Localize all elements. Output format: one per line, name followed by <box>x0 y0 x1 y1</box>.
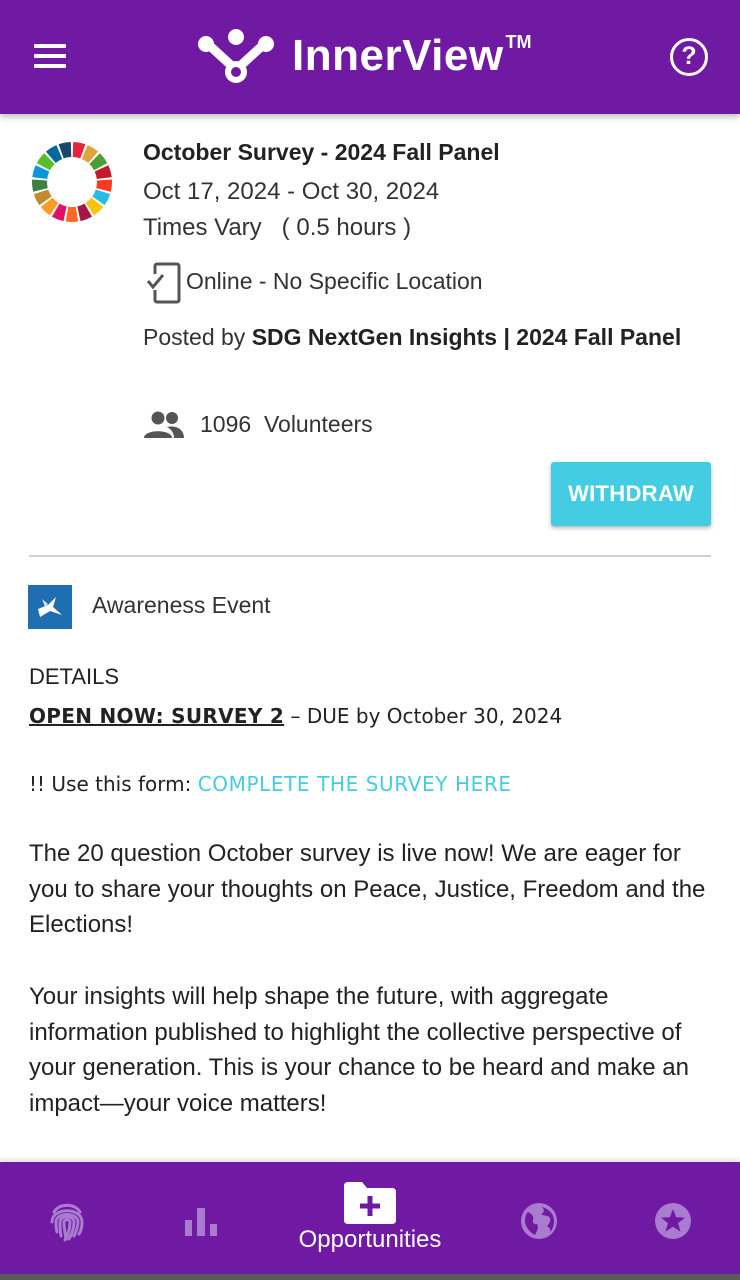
withdraw-button[interactable]: WITHDRAW <box>551 462 711 526</box>
event-posted-by <box>143 320 703 355</box>
fingerprint-icon[interactable] <box>48 1200 86 1242</box>
event-location: Online - No Specific Location <box>186 268 483 294</box>
due-date-text: – DUE by October 30, 2024 <box>284 704 563 728</box>
system-nav-strip <box>0 1274 740 1280</box>
description-paragraph-2: Your insights will help shape the future, with aggregate information published to highlight the collective perspective of your generation. This is your chance to be heard and make an impact—your voice matters! <box>29 983 689 1117</box>
sdg-wheel-segment <box>32 180 48 192</box>
globe-icon[interactable] <box>520 1202 558 1240</box>
volunteer-number: 1096 <box>200 411 252 437</box>
bottom-navigation <box>0 1162 740 1274</box>
menu-icon[interactable] <box>30 38 70 78</box>
complete-survey-link[interactable]: COMPLETE THE SURVEY HERE <box>197 772 512 796</box>
people-icon <box>143 410 185 440</box>
sdg-wheel-segment <box>96 180 112 192</box>
details-heading: DETAILS <box>29 664 120 689</box>
sdg-wheel-segment <box>66 207 78 222</box>
app-name: InnerView <box>292 31 504 80</box>
bar-chart-icon[interactable] <box>184 1208 218 1236</box>
description-paragraph-1: The 20 question October survey is live now! We are eager for you to share your thoughts on Peace, Justice, Freedom and the Elections! <box>29 840 706 938</box>
survey-open-line <box>29 704 562 728</box>
app-header <box>0 0 740 114</box>
posted-by-organization[interactable]: SDG NextGen Insights | 2024 Fall Panel <box>251 324 682 350</box>
section-divider <box>29 555 711 557</box>
awareness-event-icon <box>28 585 72 629</box>
nav-label-opportunities[interactable]: Opportunities <box>298 1226 442 1253</box>
event-title: October Survey - 2024 Fall Panel <box>143 139 500 165</box>
help-icon[interactable]: ? <box>670 38 708 76</box>
sdg-wheel-logo <box>30 140 114 224</box>
event-times: Times Vary ( 0.5 hours ) <box>143 214 412 241</box>
open-survey-link[interactable]: OPEN NOW: SURVEY 2 <box>29 704 285 728</box>
volunteer-count <box>200 411 373 438</box>
form-line <box>29 772 512 796</box>
event-category: Awareness Event <box>92 592 271 618</box>
trademark-mark: TM <box>505 31 532 52</box>
event-dates: Oct 17, 2024 - Oct 30, 2024 <box>143 178 440 205</box>
mobile-check-icon <box>146 262 182 304</box>
star-badge-icon[interactable] <box>654 1202 692 1240</box>
app-logo <box>196 26 532 90</box>
form-prefix: !! Use this form: <box>29 772 198 796</box>
volunteers-label: Volunteers <box>263 411 373 437</box>
logo-mark-icon <box>196 26 276 90</box>
folder-add-icon[interactable] <box>344 1182 396 1224</box>
posted-by-prefix: Posted by <box>143 324 252 350</box>
